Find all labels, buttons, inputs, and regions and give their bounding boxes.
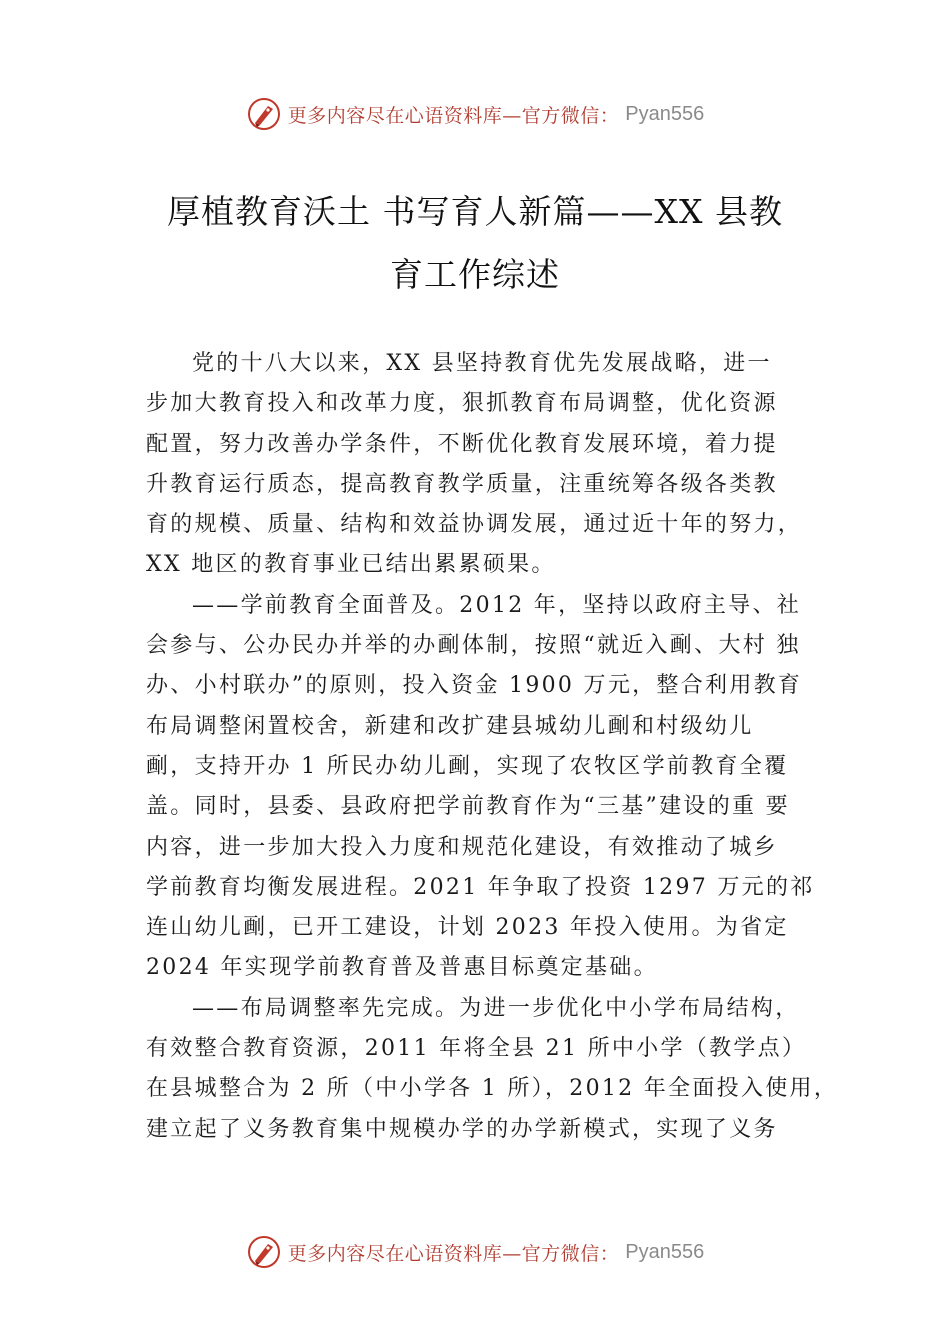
text-line: 连山幼儿㓰，已开工建设，计划 2023 年投入使用。为省定 [146,915,789,941]
text-line: 2024 年实现学前教育普及普惠目标奠定基础。 [146,955,658,981]
text-line: 升教育运行质态，提高教育教学质量，注重统筹各级各类教 [146,471,778,497]
text-line: 步加大教育投入和改革力度，狠抓教育布局调整，优化资源 [146,391,778,417]
text-line: 学前教育均衡发展进程。2021 年争取了投资 1297 万元的祁 [146,874,815,900]
text-line: 配置，努力改善办学条件，不断优化教育发展环境，着力提 [146,431,778,457]
text-line: 党的十八大以来，XX 县坚持教育优先发展战略，进一 [192,351,772,376]
text-line: 在县城整合为 2 所（中小学各 1 所），2012 年全面投入使用， [146,1076,839,1102]
document-body [146,344,839,1150]
text-line: 盖。同时，县委、县政府把学前教育作为“三基”建设的重 要 [146,794,790,820]
text-line: 办、小村联办”的原则，投入资金 1900 万元，整合利用教育 [146,673,803,699]
title-line-2: 育工作综述 [390,255,560,294]
text-line: 有效整合教育资源，2011 年将全县 21 所中小学（教学点） [146,1036,807,1062]
text-line: 内容，进一步加大投入力度和规范化建设，有效推动了城乡 [146,834,778,860]
document-title [140,180,810,306]
pen-nib-logo-icon [246,96,282,132]
text-line: ——布局调整率先完成。为进一步优化中小学布局结构， [192,995,800,1021]
pen-nib-logo-icon [246,1234,282,1270]
text-line: 育的规模、质量、结构和效益协调发展，通过近十年的努力， [146,512,803,538]
banner-wechat-id: Pyan556 [625,1240,705,1263]
title-line-1: 厚植教育沃土 书写育人新篇——XX 县教 [167,192,783,231]
banner-text: 更多内容尽在心语资料库—官方微信： [287,104,620,127]
text-line: 建立起了义务教育集中规模办学的办学新模式，实现了义务 [146,1116,778,1142]
banner-text: 更多内容尽在心语资料库—官方微信： [287,1242,620,1265]
text-line: 㓰，支持开办 1 所民办幼儿㓰，实现了农牧区学前教育全覆 [146,753,789,779]
text-line: XX 地区的教育事业已结出累累硕果。 [146,552,556,578]
text-line: 布局调整闲置校舍，新建和改扩建县城幼儿㓰和村级幼儿 [146,713,754,739]
text-line: ——学前教育全面普及。2012 年，坚持以政府主导、社 [192,592,802,618]
header-banner [0,94,950,134]
text-line: 会参与、公办民办并举的办㓰体制，按照“就近入㓰、大村 独 [146,633,801,659]
banner-wechat-id: Pyan556 [625,102,705,125]
footer-banner [0,1232,950,1272]
